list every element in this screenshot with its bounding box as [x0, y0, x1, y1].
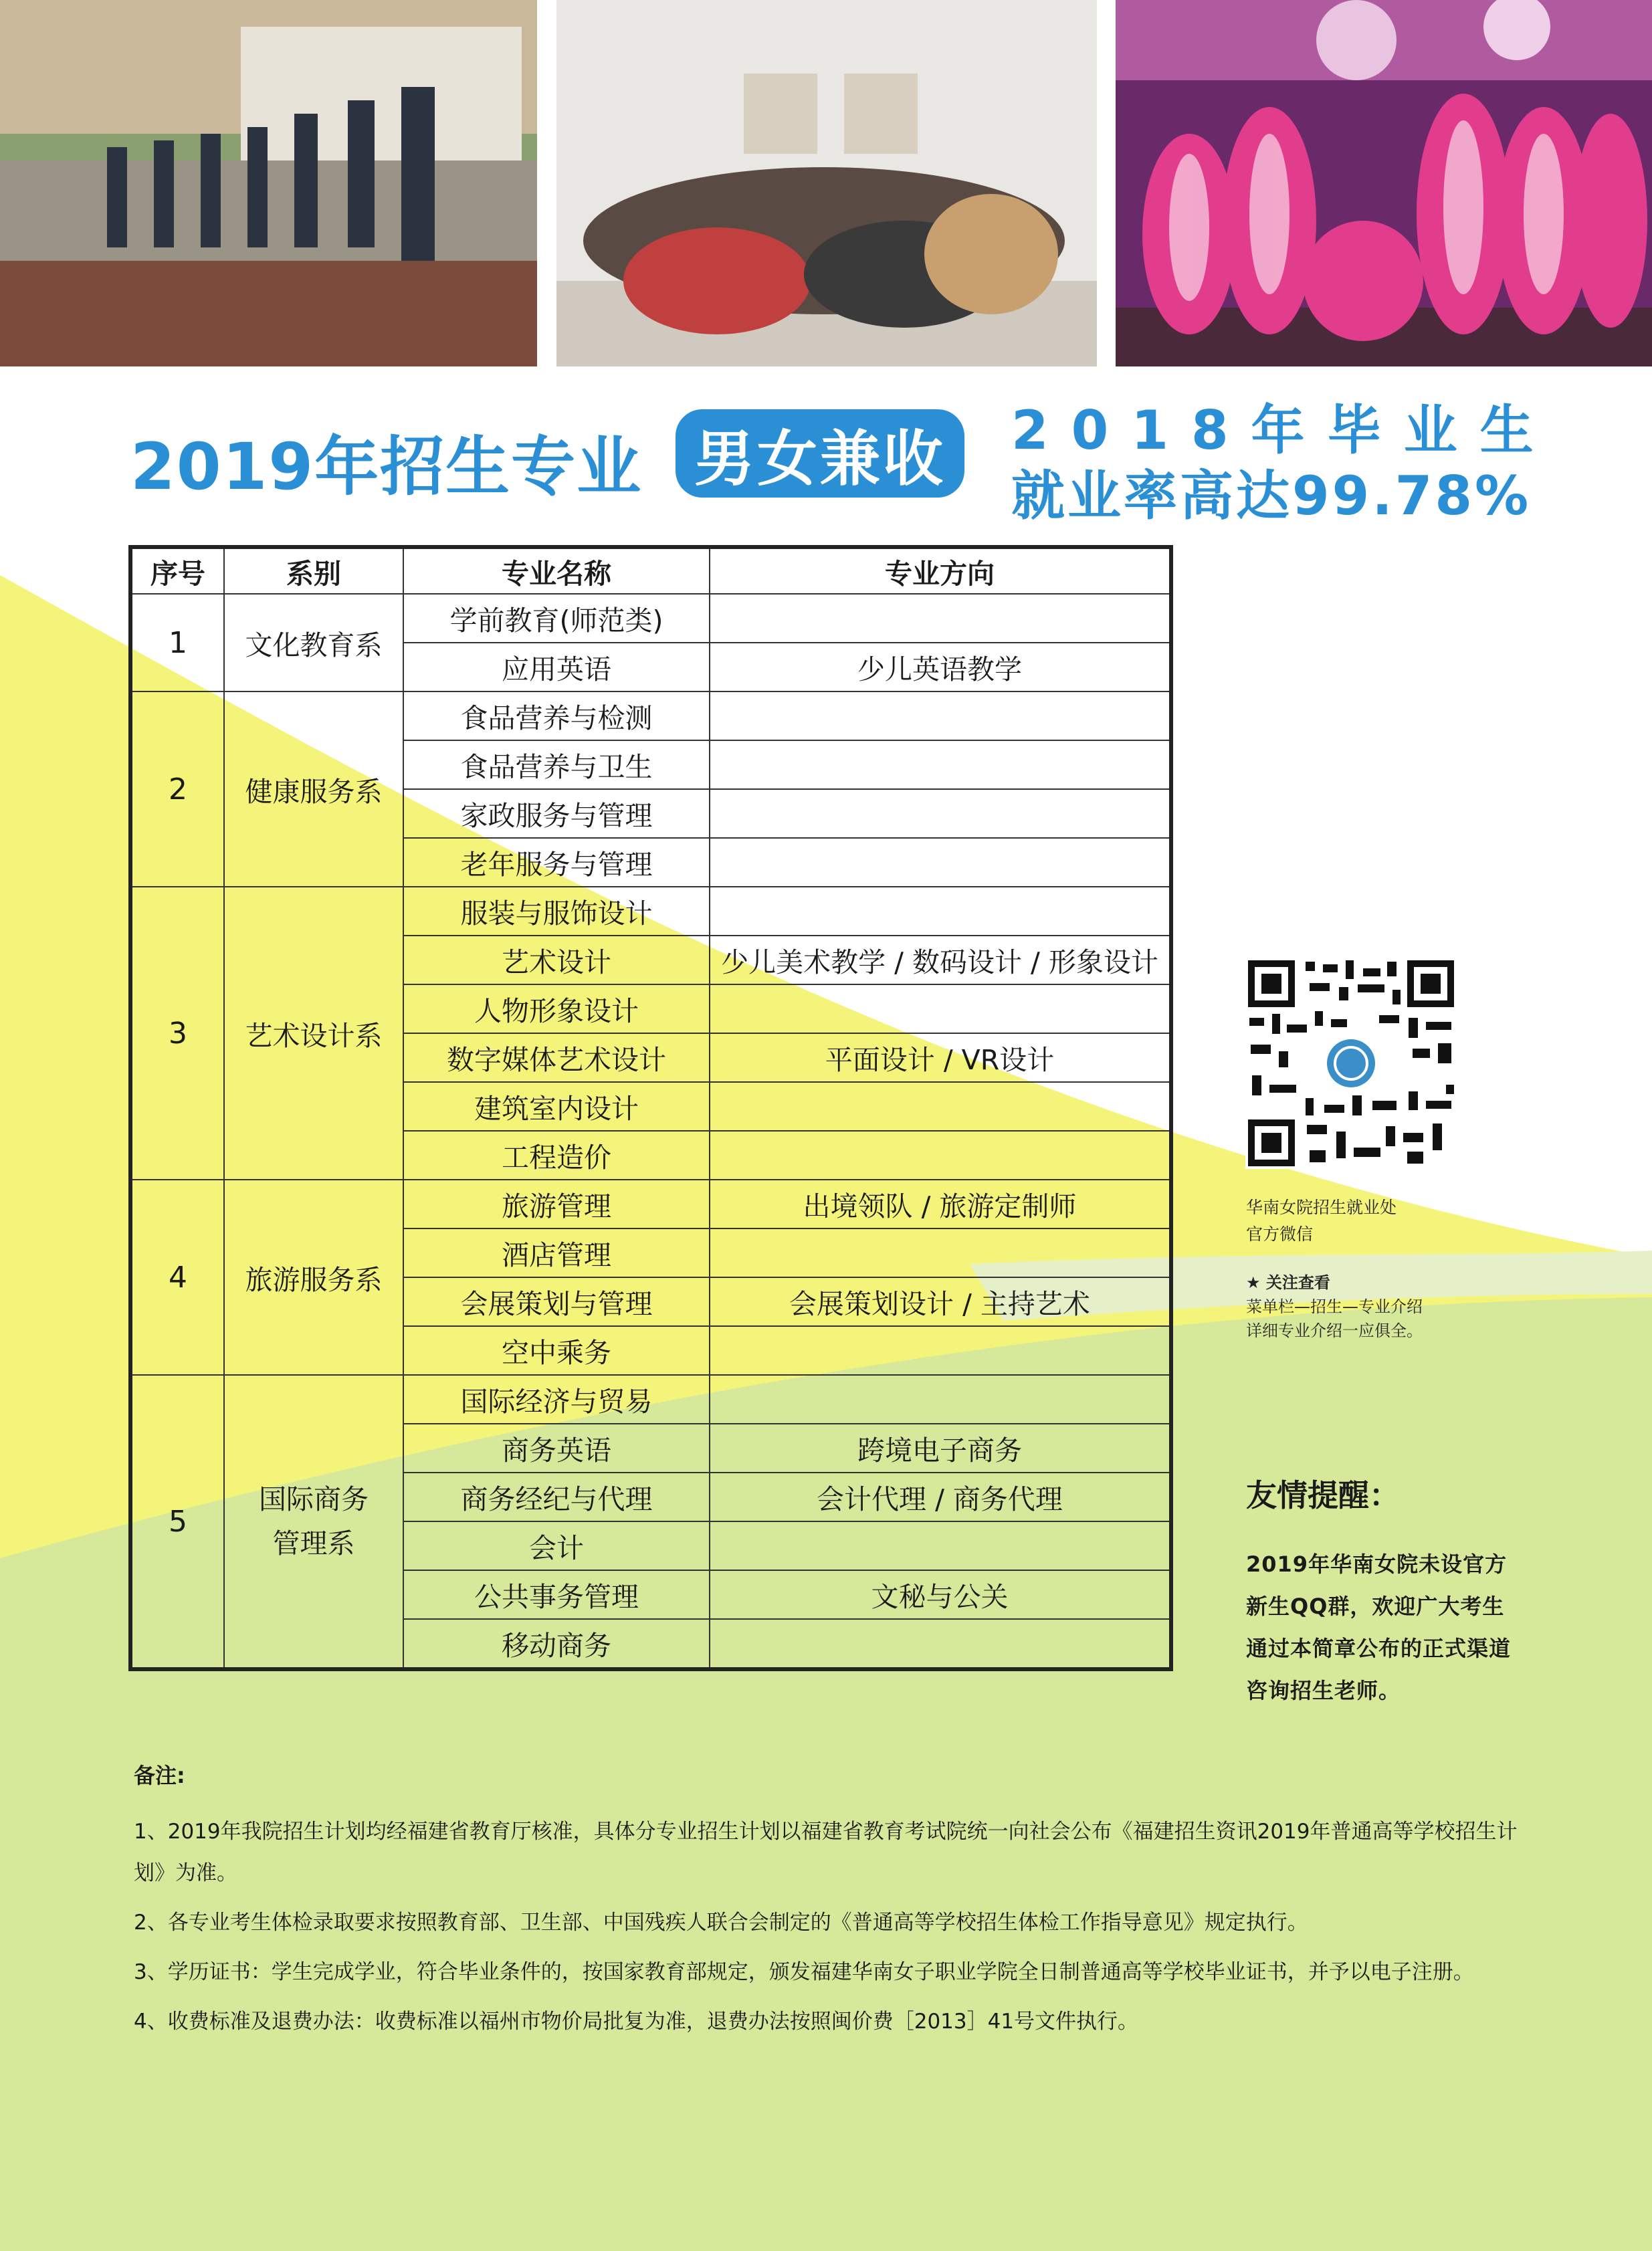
- dept-name: 旅游服务系: [224, 1180, 403, 1375]
- major-name: 会展策划与管理: [403, 1277, 710, 1326]
- major-direction: 少儿美术教学 / 数码设计 / 形象设计: [710, 936, 1171, 984]
- notes-title: 备注:: [134, 1763, 185, 1788]
- reminder-title: 友情提醒：: [1246, 1477, 1400, 1513]
- major-direction: 会展策划设计 / 主持艺术: [710, 1277, 1171, 1326]
- major-name: 工程造价: [403, 1131, 710, 1180]
- major-direction: [710, 838, 1171, 887]
- major-direction: [710, 887, 1171, 936]
- qr-caption-line-2: 官方微信: [1246, 1224, 1314, 1244]
- header-no: 序号: [130, 547, 224, 594]
- follow-title: ★ 关注查看: [1246, 1273, 1330, 1292]
- employment-rate: [1011, 399, 1556, 530]
- major-direction: 出境领队 / 旅游定制师: [710, 1180, 1171, 1228]
- major-name: 建筑室内设计: [403, 1082, 710, 1131]
- dept-no: 3: [130, 887, 224, 1180]
- follow-tip: [1246, 1271, 1423, 1343]
- major-name: 空中乘务: [403, 1326, 710, 1375]
- major-name: 学前教育(师范类): [403, 594, 710, 643]
- major-name: 艺术设计: [403, 936, 710, 984]
- major-name: 移动商务: [403, 1619, 710, 1669]
- rate-line-2: 就业率高达99.78%: [1011, 465, 1532, 527]
- wechat-qr-code: [1245, 958, 1457, 1172]
- dept-name: [224, 1375, 403, 1669]
- friendly-reminder: [1246, 1471, 1511, 1712]
- major-direction: [710, 594, 1171, 643]
- header-direction: 专业方向: [710, 547, 1171, 594]
- major-name: 公共事务管理: [403, 1570, 710, 1619]
- table-row: [130, 887, 1171, 936]
- recruit-title: 2019年招生专业: [130, 429, 643, 504]
- major-direction: [710, 984, 1171, 1033]
- note-item: 4、收费标准及退费办法：收费标准以福州市物价局批复为准，退费办法按照闽价费［2013］41号文件执行。: [134, 2010, 1139, 2034]
- photo-dance-performance: [1116, 0, 1652, 366]
- dept-name: 文化教育系: [224, 594, 403, 691]
- major-name: 商务经纪与代理: [403, 1473, 710, 1521]
- table-row: [130, 594, 1171, 643]
- photo-students-uniform: [0, 0, 537, 366]
- major-name: 旅游管理: [403, 1180, 710, 1228]
- dept-name: 健康服务系: [224, 691, 403, 887]
- table-row: [130, 691, 1171, 740]
- major-direction: [710, 1326, 1171, 1375]
- dept-name-line-1: 国际商务: [259, 1483, 369, 1515]
- major-direction: [710, 1131, 1171, 1180]
- major-direction: [710, 691, 1171, 740]
- dept-name-line-2: 管理系: [272, 1527, 355, 1560]
- major-name: 服装与服饰设计: [403, 887, 710, 936]
- major-direction: 少儿英语教学: [710, 643, 1171, 691]
- dept-name: 艺术设计系: [224, 887, 403, 1180]
- major-name: 食品营养与卫生: [403, 740, 710, 789]
- major-name: 会计: [403, 1521, 710, 1570]
- major-name: 酒店管理: [403, 1228, 710, 1277]
- rate-line-1: 2018年毕业生: [1011, 399, 1556, 461]
- note-item: 3、学历证书：学生完成学业，符合毕业条件的，按国家教育部规定，颁发福建华南女子职业学院全日制普通高等学校毕业证书，并予以电子注册。: [134, 1960, 1474, 1984]
- table-header-row: [130, 547, 1171, 594]
- major-name: 家政服务与管理: [403, 789, 710, 838]
- major-direction: 会计代理 / 商务代理: [710, 1473, 1171, 1521]
- major-direction: [710, 1082, 1171, 1131]
- qr-caption: [1246, 1194, 1397, 1248]
- table-row: [130, 1180, 1171, 1228]
- reminder-line: 通过本简章公布的正式渠道: [1246, 1636, 1512, 1661]
- table-row: [130, 1375, 1171, 1424]
- major-name: 人物形象设计: [403, 984, 710, 1033]
- dept-no: 2: [130, 691, 224, 887]
- major-direction: [710, 740, 1171, 789]
- dept-no: 5: [130, 1375, 224, 1669]
- major-name: 老年服务与管理: [403, 838, 710, 887]
- follow-line-2: 详细专业介绍一应俱全。: [1246, 1321, 1423, 1340]
- major-name: 食品营养与检测: [403, 691, 710, 740]
- header-department: 系别: [224, 547, 403, 594]
- dept-no: 1: [130, 594, 224, 691]
- major-direction: [710, 1521, 1171, 1570]
- major-direction: 平面设计 / VR设计: [710, 1033, 1171, 1082]
- major-direction: 跨境电子商务: [710, 1424, 1171, 1473]
- major-name: 商务英语: [403, 1424, 710, 1473]
- dept-no: 4: [130, 1180, 224, 1375]
- header-major: 专业名称: [403, 547, 710, 594]
- major-direction: [710, 1228, 1171, 1277]
- reminder-line: 新生QQ群，欢迎广大考生: [1246, 1594, 1505, 1619]
- photo-group-visitors: [556, 0, 1097, 366]
- coed-badge: 男女兼收: [676, 409, 964, 498]
- reminder-line: 咨询招生老师。: [1246, 1678, 1401, 1703]
- major-direction: [710, 1619, 1171, 1669]
- major-name: 应用英语: [403, 643, 710, 691]
- qr-caption-line-1: 华南女院招生就业处: [1246, 1198, 1397, 1217]
- notes-section: [134, 1759, 1538, 2050]
- major-direction: [710, 1375, 1171, 1424]
- note-item: 1、2019年我院招生计划均经福建省教育厅核准，具体分专业招生计划以福建省教育考试院统一向社会公布《福建招生资讯2019年普通高等学校招生计划》为准。: [134, 1820, 1518, 1885]
- major-name: 数字媒体艺术设计: [403, 1033, 710, 1082]
- major-direction: [710, 789, 1171, 838]
- follow-line-1: 菜单栏—招生—专业介绍: [1246, 1297, 1423, 1316]
- reminder-line: 2019年华南女院未设官方: [1246, 1551, 1508, 1577]
- majors-table: [128, 545, 1173, 1671]
- note-item: 2、各专业考生体检录取要求按照教育部、卫生部、中国残疾人联合会制定的《普通高等学校招生体检工作指导意见》规定执行。: [134, 1911, 1308, 1935]
- major-direction: 文秘与公关: [710, 1570, 1171, 1619]
- major-name: 国际经济与贸易: [403, 1375, 710, 1424]
